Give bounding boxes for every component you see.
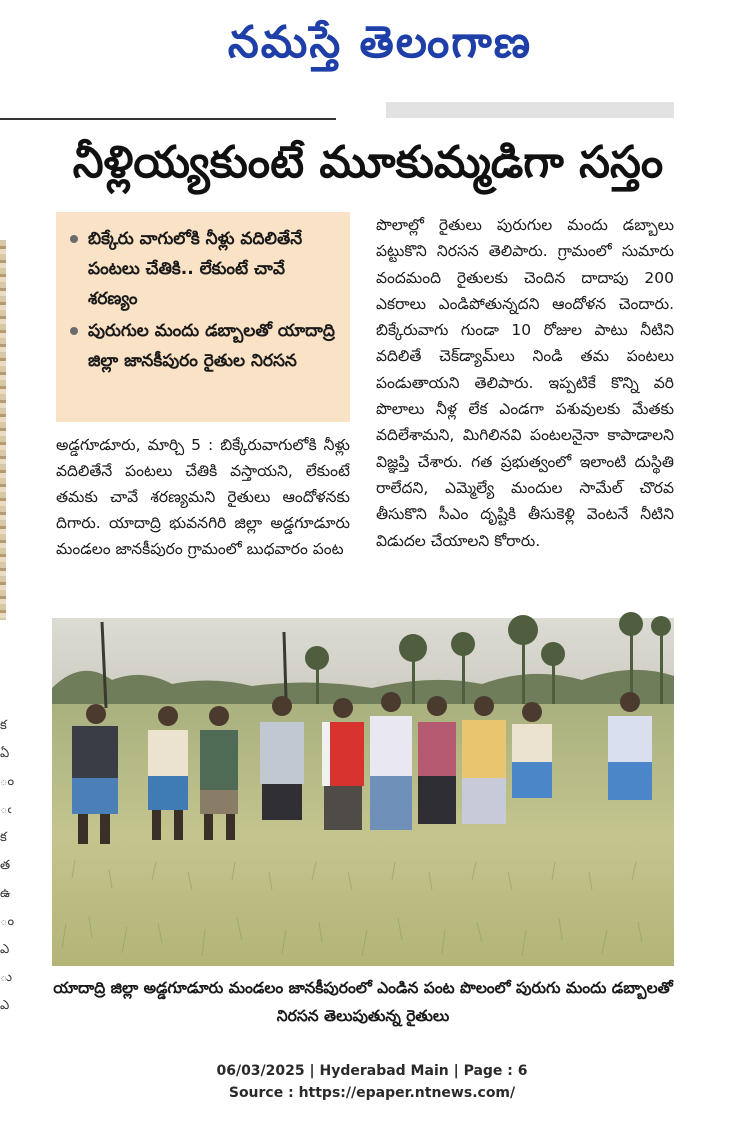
farmers-protest-photo <box>52 618 674 966</box>
body-paragraph: పొలాల్లో రైతులు పురుగుల మందు డబ్బాలు పట్టుకొని నిరసన తెలిపారు. గ్రామంలో సుమారు వందమంది రైతులకు చెందిన దాదాపు 200 ఎకరాలు ఎండిపోతున్నదని ఆందోళన చెందారు. బిక్కేరువాగు గుండా 10 రోజుల పాటు నీటిని వదిలితే చెక్‌డ్యామ్‌లు నిండి తమ పంటలు పండుతాయని తెలిపారు. ఇప్పటికే కొన్ని వరి పొలాలు నీళ్ల లేక ఎండగా పశువులకు మేతకు వదిలేశామని, మిగిలినవి పంటలనైనా కాపాడాలని విజ్ఞప్తి చేశారు. గత ప్రభుత్వంలో ఇలాంటి దుస్థితి రాలేదని, ఎమ్మెల్యే మందుల సామేల్ చొరవ తీసుకొని సీఎం దృష్టికి తీసుకెళ్లి వెంటనే నీటిని విడుదల చేయాలని కోరారు. <box>376 216 674 550</box>
article-body-left-column <box>56 432 350 592</box>
article-headline: నీళ్లియ్యకుంటే మూకుమ్మడిగా సస్తం <box>72 137 664 188</box>
body-paragraph: అడ్డగూడూరు, మార్చి 5 : బిక్కేరువాగులోకి నీళ్లు వదిలితేనే పంటలు చేతికి వస్తాయని, లేకుంటే తమకు చావే శరణ్యమని రైతులు ఆందోళనకు దిగారు. యాదాద్రి భువనగిరి జిల్లా అడ్డగూడూరు మండలం జానకీపురం గ్రామంలో బుధవారం పంట <box>56 436 350 558</box>
epaper-footer <box>150 1060 594 1106</box>
article-body-right-column <box>376 212 674 598</box>
farmers-photo-illustration <box>52 618 674 966</box>
section-rule <box>0 118 336 120</box>
bullet-icon <box>70 235 78 243</box>
adjacent-article-photo-edge <box>0 240 6 620</box>
bullet-icon <box>70 327 78 335</box>
highlight-text: బిక్కేరు వాగులోకి నీళ్లు వదిలితేనే పంటలు చేతికి.. లేకుంటే చావే శరణ్యం <box>88 229 303 309</box>
newspaper-masthead: నమస్తే తెలంగాణ <box>227 17 533 68</box>
highlight-item <box>68 224 340 314</box>
photo-caption: యాదాద్రి జిల్లా అడ్డగూడూరు మండలం జానకీపురంలో ఎండిన పంట పొలంలో పురుగు మందు డబ్బాలతో నిరసన తెలుపుతున్న రైతులు <box>53 979 673 1025</box>
highlights-box <box>56 212 350 422</box>
highlight-text: పురుగుల మందు డబ్బాలతో యాదాద్రి జిల్లా జానకీపురం రైతుల నిరసన <box>88 321 335 371</box>
header-band <box>386 102 674 118</box>
highlight-item <box>68 316 340 376</box>
adjacent-article-text-edge: క ఏ ం ఁ క త ఉ ం ఎ ు ఎ <box>0 718 15 1013</box>
footer-date-edition-page: 06/03/2025 | Hyderabad Main | Page : 6 <box>216 1063 528 1079</box>
footer-source-link[interactable]: Source : https://epaper.ntnews.com/ <box>228 1085 516 1101</box>
